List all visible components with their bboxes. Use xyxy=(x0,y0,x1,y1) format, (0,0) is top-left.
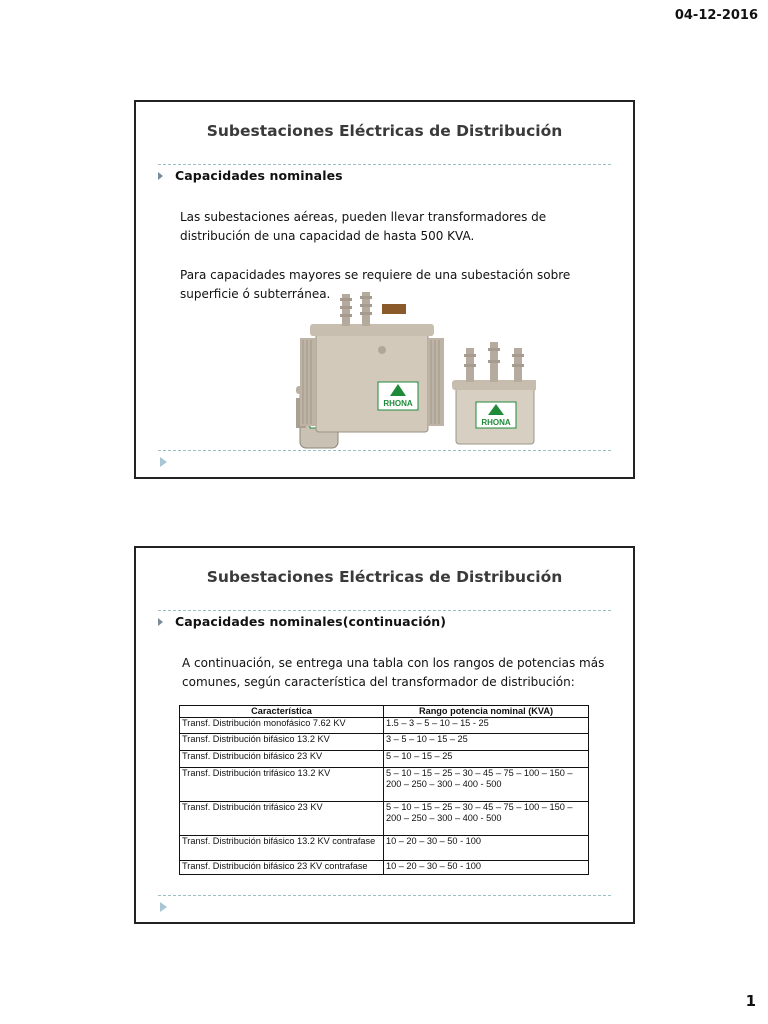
bullet-arrow-icon xyxy=(158,618,163,626)
table-cell: 1.5 – 3 – 5 – 10 – 15 - 25 xyxy=(384,718,589,734)
table-cell: Transf. Distribución bifásico 23 KV xyxy=(180,751,384,768)
table-cell: 10 – 20 – 30 – 50 - 100 xyxy=(384,836,589,861)
bullet-heading-text: Capacidades nominales xyxy=(175,168,343,183)
table-row xyxy=(180,751,589,768)
table-row xyxy=(180,768,589,802)
divider-bottom xyxy=(158,895,611,896)
table-cell: 5 – 10 – 15 – 25 xyxy=(384,751,589,768)
next-arrow-icon xyxy=(160,457,167,467)
brand-label: RHONA xyxy=(383,399,413,408)
table-cell: 5 – 10 – 15 – 25 – 30 – 45 – 75 – 100 – 150 – 200 – 250 – 300 – 400 - 500 xyxy=(384,802,589,836)
table-cell: Transf. Distribución monofásico 7.62 KV xyxy=(180,718,384,734)
table-row xyxy=(180,861,589,875)
bullet-heading xyxy=(158,168,343,183)
slide-2 xyxy=(134,546,635,924)
bullet-heading xyxy=(158,614,446,629)
table-cell: 3 – 5 – 10 – 15 – 25 xyxy=(384,734,589,751)
table-cell: 5 – 10 – 15 – 25 – 30 – 45 – 75 – 100 – 150 – 200 – 250 – 300 – 400 - 500 xyxy=(384,768,589,802)
divider-bottom xyxy=(158,450,611,451)
header-characteristic: Característica xyxy=(180,706,384,718)
brand-label-2: RHONA xyxy=(481,418,511,427)
paragraph-larger-capacities: Para capacidades mayores se requiere de una subestación sobre superficie ó subterránea. xyxy=(180,268,571,301)
bullet-heading-text: Capacidades nominales(continuación) xyxy=(175,614,447,629)
table-row xyxy=(180,802,589,836)
kva-table xyxy=(179,705,589,875)
table-cell: Transf. Distribución bifásico 13.2 KV xyxy=(180,734,384,751)
page-date: 04-12-2016 xyxy=(674,8,758,23)
paragraph-aerial: Las subestaciones aéreas, pueden llevar transformadores de distribución de una capacidad de hasta 500 KVA. xyxy=(180,210,547,243)
table-row xyxy=(180,836,589,861)
header-power-range: Rango potencia nominal (KVA) xyxy=(384,706,589,718)
page-number: 1 xyxy=(745,992,756,1010)
table-row xyxy=(180,734,589,751)
paragraph-intro: A continuación, se entrega una tabla con los rangos de potencias más comunes, según característica del transformador de distribución: xyxy=(182,656,605,689)
table-cell: Transf. Distribución bifásico 23 KV contrafase xyxy=(180,861,384,875)
slide-title: Subestaciones Eléctricas de Distribución xyxy=(206,568,563,586)
table-cell: Transf. Distribución bifásico 13.2 KV contrafase xyxy=(180,836,384,861)
large-transformer xyxy=(300,292,444,432)
slide-title: Subestaciones Eléctricas de Distribución xyxy=(206,122,563,140)
divider-top xyxy=(158,610,611,611)
table-cell: 10 – 20 – 30 – 50 - 100 xyxy=(384,861,589,875)
slide-1 xyxy=(134,100,635,479)
table-row xyxy=(180,718,589,734)
divider-top xyxy=(158,164,611,165)
transformers-image xyxy=(286,290,536,462)
table-cell: Transf. Distribución trifásico 23 KV xyxy=(180,802,384,836)
bullet-arrow-icon xyxy=(158,172,163,180)
table-cell: Transf. Distribución trifásico 13.2 KV xyxy=(180,768,384,802)
next-arrow-icon xyxy=(160,902,167,912)
pad-transformer xyxy=(452,342,536,444)
table-header-row xyxy=(180,706,589,718)
